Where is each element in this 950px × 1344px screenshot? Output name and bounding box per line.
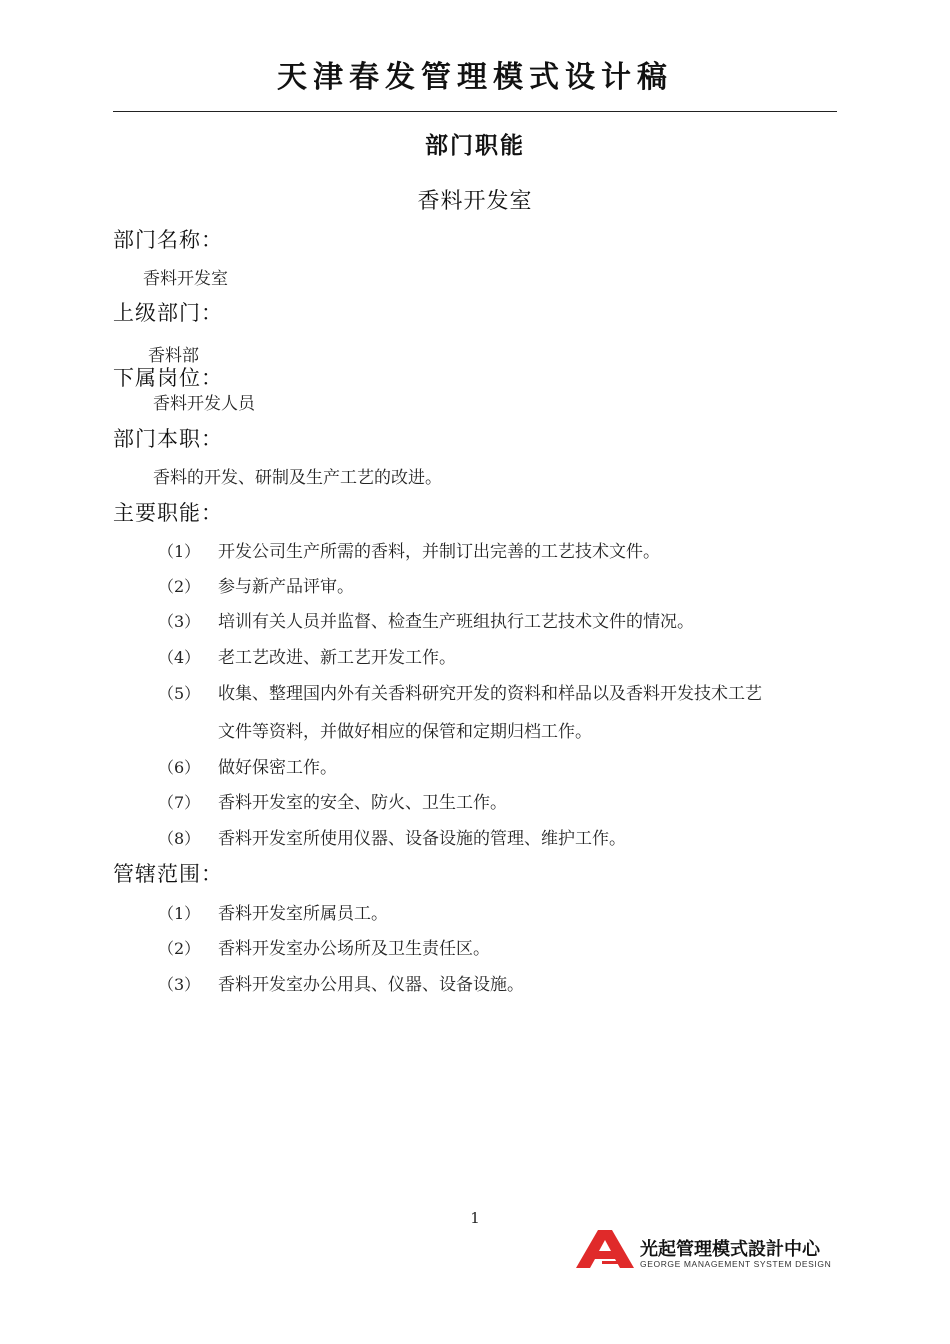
section-heading-duty: 部门本职： <box>113 427 223 451</box>
department-title: 香料开发室 <box>417 189 533 214</box>
item-text: 参与新产品评审。 <box>218 577 354 597</box>
item-number: （8） <box>158 829 201 848</box>
item-number: （1） <box>158 904 201 923</box>
section-heading-name: 部门名称： <box>113 228 223 252</box>
duty-value: 香料的开发、研制及生产工艺的改进。 <box>153 468 442 488</box>
logo-a-mark-icon <box>574 1228 636 1270</box>
item-text: 香料开发室办公用具、仪器、设备设施。 <box>218 975 524 995</box>
department-name-value: 香料开发室 <box>143 269 228 289</box>
item-number: （4） <box>158 648 201 667</box>
superior-department-value: 香料部 <box>148 346 199 366</box>
item-text: 培训有关人员并监督、检查生产班组执行工艺技术文件的情况。 <box>218 612 694 632</box>
item-text: 香料开发室所属员工。 <box>218 904 388 924</box>
item-number: （5） <box>158 684 201 703</box>
header-divider <box>113 111 837 112</box>
item-text: 做好保密工作。 <box>218 758 337 778</box>
item-number: （2） <box>158 577 201 596</box>
item-text: 老工艺改进、新工艺开发工作。 <box>218 648 456 668</box>
item-number: （3） <box>158 612 201 631</box>
item-text: 香料开发室办公场所及卫生责任区。 <box>218 939 490 959</box>
item-text: 香料开发室所使用仪器、设备设施的管理、维护工作。 <box>218 829 626 849</box>
item-number: （3） <box>158 975 201 994</box>
page-number: 1 <box>470 1209 480 1227</box>
section-heading-functions: 主要职能： <box>113 501 223 525</box>
item-number: （2） <box>158 939 201 958</box>
section-heading-superior: 上级部门： <box>113 301 223 325</box>
item-number: （1） <box>158 542 201 561</box>
item-text: 收集、整理国内外有关香料研究开发的资料和样品以及香料开发技术工艺 <box>218 684 762 704</box>
item-number: （7） <box>158 793 201 812</box>
item-number: （6） <box>158 758 201 777</box>
logo-english-name: GEORGE MANAGEMENT SYSTEM DESIGN <box>640 1259 832 1269</box>
page-header-title: 天津春发管理模式设计稿 <box>277 60 673 95</box>
section-heading-positions: 下属岗位： <box>113 366 223 390</box>
item-text: 开发公司生产所需的香料，并制订出完善的工艺技术文件。 <box>218 542 660 562</box>
item-text-continuation: 文件等资料，并做好相应的保管和定期归档工作。 <box>218 722 592 742</box>
section-heading-scope: 管辖范围： <box>113 862 223 886</box>
item-text: 香料开发室的安全、防火、卫生工作。 <box>218 793 507 813</box>
logo-chinese-name: 光起管理模式設計中心 <box>640 1239 820 1260</box>
document-title: 部门职能 <box>425 133 525 159</box>
positions-value: 香料开发人员 <box>153 394 255 414</box>
